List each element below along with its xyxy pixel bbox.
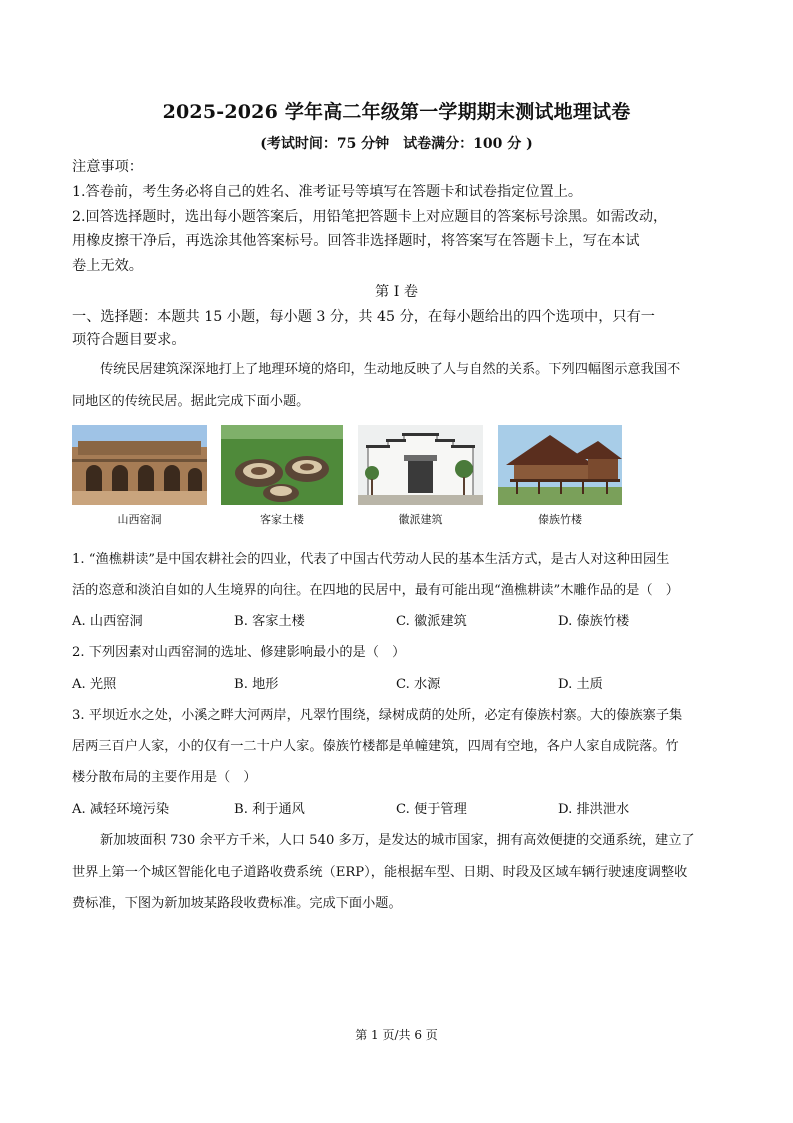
- option-a[interactable]: A. 光照: [72, 677, 117, 692]
- photo-caption: 山西窑洞: [117, 513, 162, 526]
- option-d[interactable]: D. 排洪泄水: [558, 802, 630, 817]
- notes-item-2-line-3: 卷上无效。: [72, 258, 143, 274]
- notes-item-2-line-2: 用橡皮擦干净后，再选涂其他答案标号。回答非选择题时，将答案写在答题卡上，写在本试: [72, 233, 640, 249]
- tulou-photo: [221, 425, 343, 505]
- question-1-line-1: 1. “渔樵耕读”是中国农耕社会的四业，代表了中国古代劳动人民的基本生活方式，是古人对这种田园生: [72, 552, 670, 567]
- notes-item-2-line-1: 2.回答选择题时，选出每小题答案后，用铅笔把答题卡上对应题目的答案标号涂黑。如需改动，: [72, 209, 668, 225]
- huizhou-architecture-photo: [358, 425, 483, 505]
- option-c[interactable]: C. 徽派建筑: [396, 614, 467, 629]
- passage-2-line-1: 新加坡面积 730 余平方千米，人口 540 多万，是发达的城市国家，拥有高效便捷的交通系统，建立了: [100, 833, 695, 848]
- option-a[interactable]: A. 减轻环境污染: [72, 802, 170, 817]
- option-c[interactable]: C. 便于管理: [396, 802, 467, 817]
- passage-1-line-1: 传统民居建筑深深地打上了地理环境的烙印，生动地反映了人与自然的关系。下列四幅图示意我国不: [100, 362, 681, 377]
- option-d[interactable]: D. 土质: [558, 677, 603, 692]
- cave-dwelling-photo: [72, 425, 207, 505]
- page-number: 第 1 页/共 6 页: [355, 1028, 438, 1042]
- question-2-line-1: 2. 下列因素对山西窑洞的选址、修建影响最小的是（ ）: [72, 645, 406, 660]
- question-3-line-3: 楼分散布局的主要作用是（ ）: [72, 770, 257, 785]
- section-label: 第 I 卷: [375, 284, 418, 300]
- notes-item-1: 1.答卷前，考生务必将自己的姓名、准考证号等填写在答题卡和试卷指定位置上。: [72, 184, 583, 200]
- exam-title: 2025-2026 学年高二年级第一学期期末测试地理试卷: [162, 101, 631, 123]
- option-b[interactable]: B. 地形: [234, 677, 279, 692]
- section-intro-line-2: 项符合题目要求。: [72, 332, 186, 348]
- option-d[interactable]: D. 傣族竹楼: [558, 614, 630, 629]
- exam-subtitle: (考试时间：75 分钟 试卷满分：100 分 ): [260, 136, 533, 152]
- option-b[interactable]: B. 利于通风: [234, 802, 305, 817]
- passage-2-line-2: 世界上第一个城区智能化电子道路收费系统（ERP），能根据车型、日期、时段及区域车辆行驶速度调整收: [72, 865, 688, 880]
- passage-2-line-3: 费标准，下图为新加坡某路段收费标准。完成下面小题。: [72, 896, 402, 911]
- photo-caption: 客家土楼: [260, 513, 304, 526]
- section-intro-line-1: 一、选择题：本题共 15 小题，每小题 3 分，共 45 分，在每小题给出的四个选项中，只有一: [72, 309, 655, 325]
- dai-bamboo-house-photo: [498, 425, 622, 505]
- option-c[interactable]: C. 水源: [396, 677, 441, 692]
- question-3-line-2: 居两三百户人家，小的仅有一二十户人家。傣族竹楼都是单幢建筑，四周有空地，各户人家自成院落。竹: [72, 739, 679, 754]
- notes-heading: 注意事项：: [72, 159, 143, 175]
- question-3-line-1: 3. 平坝近水之处，小溪之畔大河两岸，凡翠竹围绕，绿树成荫的处所，必定有傣族村寨。大的傣族寨子集: [72, 708, 683, 723]
- photo-caption: 傣族竹楼: [538, 513, 582, 526]
- question-1-line-2: 活的恣意和淡泊自如的人生境界的向往。在四地的民居中，最有可能出现“渔樵耕读”木雕作品的是（ ）: [72, 583, 679, 598]
- option-b[interactable]: B. 客家土楼: [234, 614, 305, 629]
- photo-caption: 徽派建筑: [398, 513, 443, 526]
- passage-1-line-2: 同地区的传统民居。据此完成下面小题。: [72, 394, 310, 409]
- option-a[interactable]: A. 山西窑洞: [72, 614, 143, 629]
